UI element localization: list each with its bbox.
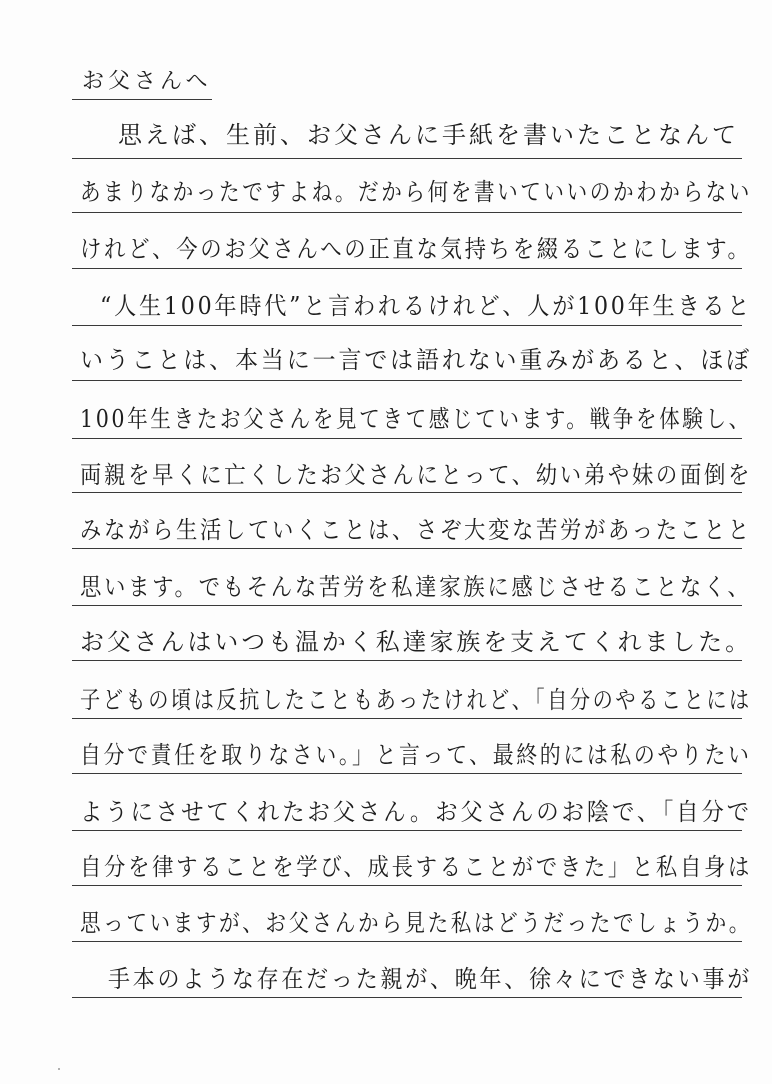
letter-line: 両親を早くに亡くしたお父さんにとって、幼い弟や妹の面倒を bbox=[80, 461, 753, 489]
ruled-line bbox=[72, 605, 742, 606]
ruled-line bbox=[72, 548, 742, 549]
letter-line: 思っていますが、お父さんから見た私はどうだったでしょうか。 bbox=[80, 909, 752, 937]
letter-line: 子どもの頃は反抗したこともあったけれど、「自分のやることには bbox=[80, 686, 752, 714]
ruled-line bbox=[72, 99, 212, 100]
ruled-line bbox=[72, 941, 742, 942]
ruled-line bbox=[72, 158, 742, 159]
letter-line: 思えば、生前、お父さんに手紙を書いたことなんて bbox=[118, 121, 739, 149]
ruled-line bbox=[72, 830, 742, 831]
letter-line: 自分を律することを学び、成長することができた」と私自身は bbox=[80, 853, 753, 881]
ruled-line bbox=[72, 380, 742, 381]
letter-salutation: お父さんへ bbox=[82, 69, 212, 94]
ruled-line bbox=[72, 885, 742, 886]
ruled-line bbox=[72, 438, 742, 439]
ruled-line bbox=[72, 997, 742, 998]
ruled-line bbox=[72, 660, 742, 661]
letter-line: 思います。でもそんな苦労を私達家族に感じさせることなく、 bbox=[80, 573, 752, 601]
ruled-line bbox=[72, 492, 742, 493]
letter-line: “人生100年時代”と言われるけれど、人が100年生きると bbox=[100, 292, 753, 320]
letter-line: いうことは、本当に一言では語れない重みがあると、ほぼ bbox=[80, 346, 753, 374]
scan-speck bbox=[58, 1068, 60, 1070]
letter-line: お父さんはいつも温かく私達家族を支えてくれました。 bbox=[80, 628, 753, 656]
ruled-line bbox=[72, 718, 742, 719]
letter-line: あまりなかったですよね。だから何を書いていいのかわからない bbox=[80, 178, 752, 206]
ruled-line bbox=[72, 212, 742, 213]
letter-line: けれど、今のお父さんへの正直な気持ちを綴ることにします。 bbox=[80, 235, 752, 263]
letter-line: 手本のような存在だった親が、晩年、徐々にできない事が bbox=[108, 965, 753, 993]
ruled-line bbox=[72, 268, 742, 269]
letter-line: 100年生きたお父さんを見てきて感じています。戦争を体験し、 bbox=[80, 405, 752, 433]
letter-line: みながら生活していくことは、さぞ大変な苦労があったことと bbox=[80, 516, 752, 544]
letter-line: ようにさせてくれたお父さん。お父さんのお陰で、「自分で bbox=[80, 798, 752, 826]
ruled-line bbox=[72, 773, 742, 774]
ruled-line bbox=[72, 325, 742, 326]
letter-line: 自分で責任を取りなさい。」と言って、最終的には私のやりたい bbox=[80, 741, 752, 769]
